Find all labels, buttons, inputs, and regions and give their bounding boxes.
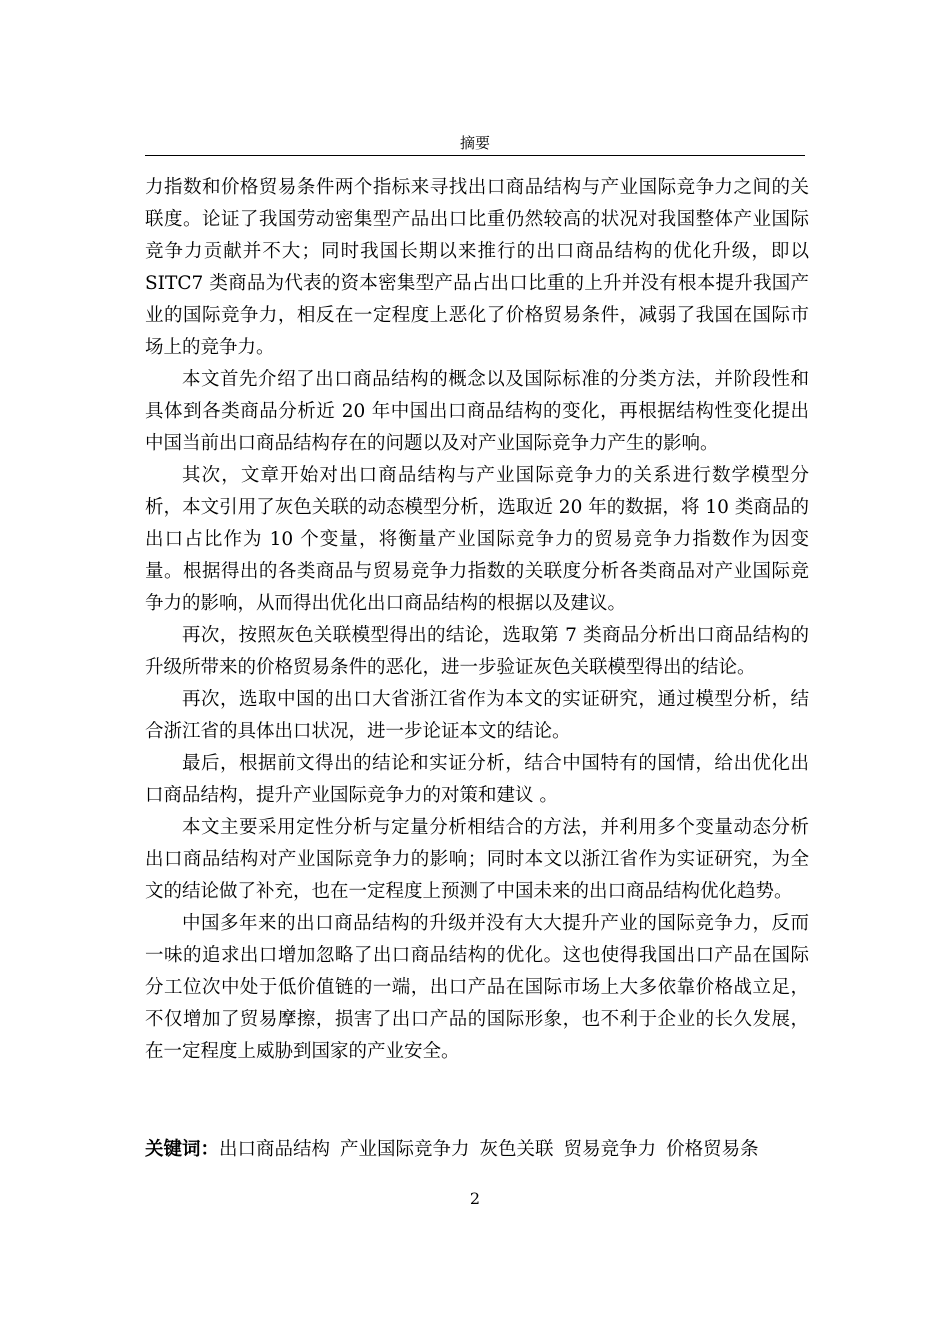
paragraph-sitc7: 再次，按照灰色关联模型得出的结论，选取第 7 类商品分析出口商品结构的升级所带来的价格贸易条件的恶化，进一步验证灰色关联模型得出的结论。 [145, 625, 809, 678]
keywords-label: 关键词： [145, 1139, 220, 1160]
abstract-body [145, 172, 809, 1068]
keyword-item: 价格贸易条 [666, 1139, 759, 1160]
paragraph-recommendations: 最后，根据前文得出的结论和实证分析，结合中国特有的国情，给出优化出口商品结构，提升产业国际竞争力的对策和建议 。 [145, 753, 809, 806]
keyword-item: 出口商品结构 [219, 1139, 331, 1160]
page-header-title: 摘要 [459, 134, 490, 152]
keyword-item: 产业国际竞争力 [340, 1139, 470, 1160]
paragraph-continuation: 力指数和价格贸易条件两个指标来寻找出口商品结构与产业国际竞争力之间的关联度。论证了我国劳动密集型产品出口比重仍然较高的状况对我国整体产业国际竞争力贡献并不大；同时我国长期以来推行的出口商品结构的优化升级，即以 SITC7 类商品为代表的资本密集型产品占出口比重的上升并没有根本提升我国产业的国际竞争力，相反在一定程度上恶化了价格贸易条件，减弱了我国在国际市场上的竞争力。 [145, 177, 809, 358]
page-number: 2 [469, 1189, 481, 1208]
paragraph-intro: 本文首先介绍了出口商品结构的概念以及国际标准的分类方法，并阶段性和具体到各类商品分析近 20 年中国出口商品结构的变化，再根据结构性变化提出中国当前出口商品结构存在的问题以及对产业国际竞争力产生的影响。 [145, 369, 809, 454]
keywords-line [145, 1136, 825, 1164]
header-divider [145, 155, 805, 156]
paragraph-model: 其次，文章开始对出口商品结构与产业国际竞争力的关系进行数学模型分析，本文引用了灰色关联的动态模型分析，选取近 20 年的数据，将 10 类商品的出口占比作为 10 个变量，将衡量产业国际竞争力的贸易竞争力指数作为因变量。根据得出的各类商品与贸易竞争力指数的关联度分析各类商品对产业国际竞争力的影响，从而得出优化出口商品结构的根据以及建议。 [145, 465, 809, 614]
keyword-item: 贸易竞争力 [563, 1139, 657, 1160]
paragraph-conclusion: 中国多年来的出口商品结构的升级并没有大大提升产业的国际竞争力，反而一味的追求出口增加忽略了出口商品结构的优化。这也使得我国出口产品在国际分工位次中处于低价值链的一端，出口产品在国际市场上大多依靠价格战立足，不仅增加了贸易摩擦，损害了出口产品的国际形象，也不利于企业的长久发展，在一定程度上威胁到国家的产业安全。 [145, 913, 809, 1062]
paragraph-methods: 本文主要采用定性分析与定量分析相结合的方法，并利用多个变量动态分析出口商品结构对产业国际竞争力的影响；同时本文以浙江省作为实证研究，为全文的结论做了补充，也在一定程度上预测了中国未来的出口商品结构优化趋势。 [145, 817, 809, 902]
paragraph-zhejiang: 再次，选取中国的出口大省浙江省作为本文的实证研究，通过模型分析，结合浙江省的具体出口状况，进一步论证本文的结论。 [145, 689, 809, 742]
keyword-item: 灰色关联 [479, 1139, 554, 1160]
